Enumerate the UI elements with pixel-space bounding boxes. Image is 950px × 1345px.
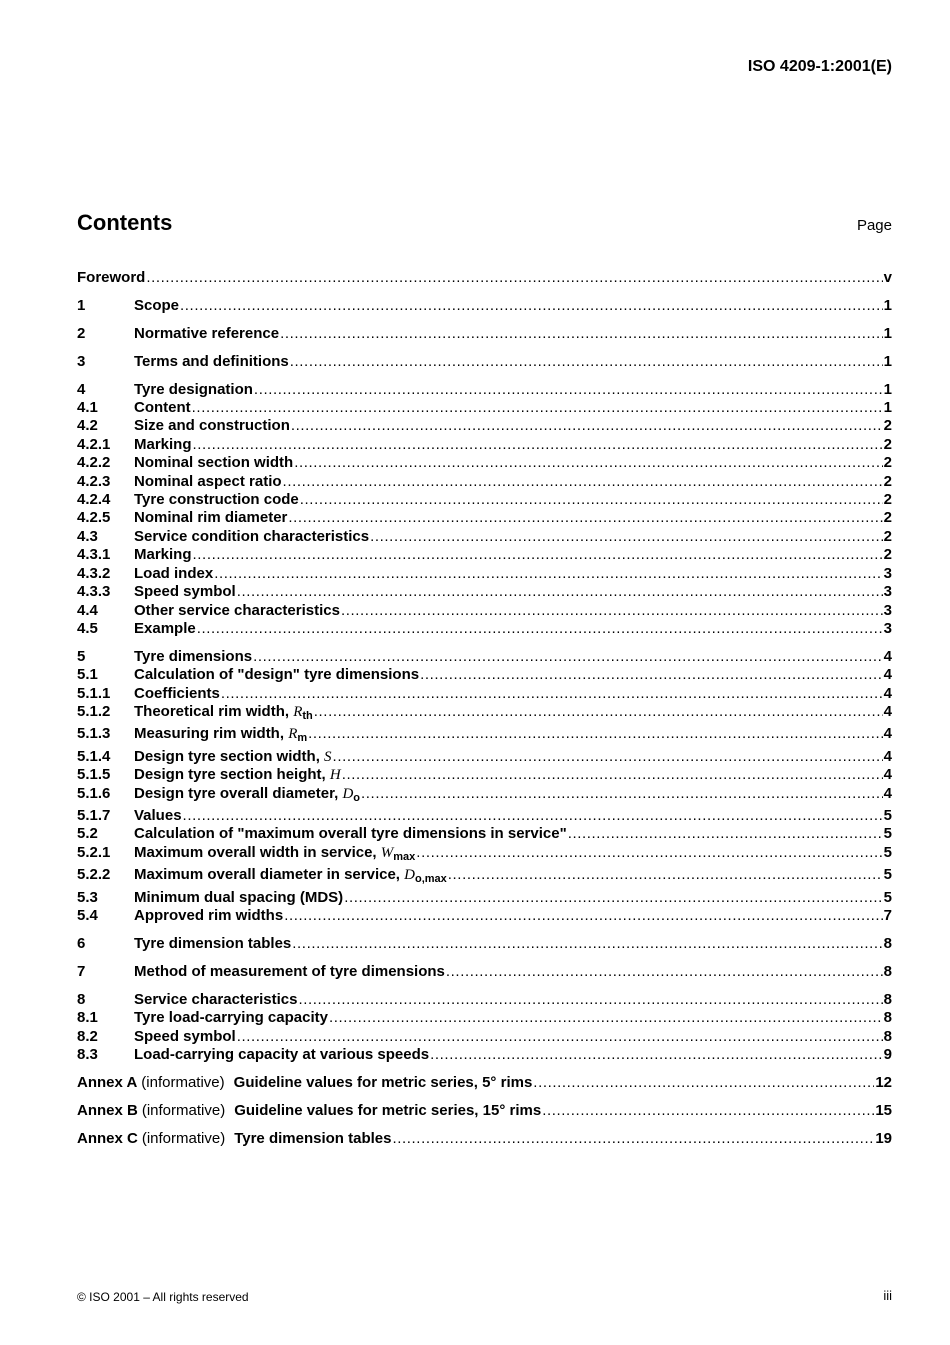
toc-entry-number: 4.2.3 [77,472,111,490]
toc-entry-title-text: Maximum overall diameter in service, [134,866,405,884]
toc-entry-page: v [883,269,892,286]
toc-entry-title [134,454,293,472]
toc-entry[interactable] [77,491,892,509]
toc-entry-number: 5.2.2 [77,866,111,884]
toc-entry[interactable] [77,725,892,747]
toc-entry-symbol: D [404,867,415,884]
toc-entry[interactable] [77,963,892,981]
toc-entry-title-text: Marking [134,546,192,564]
dot-leader [146,269,882,287]
dot-leader [292,935,882,953]
toc-entry-page: 2 [883,454,892,472]
toc-entry-title-text: Load index [134,564,214,582]
toc-entry-title-text: Design tyre overall diameter, [134,784,343,802]
toc-entry-page: 8 [883,962,892,980]
toc-entry-title [134,381,253,399]
annex-label: Annex C [77,1129,138,1147]
toc-entry-page: 2 [883,435,892,453]
toc-entry-title [134,353,289,371]
toc-entry[interactable] [77,825,892,843]
toc-entry-number: 8 [77,990,86,1008]
annex-page: 12 [875,1073,892,1091]
toc-entry[interactable] [77,381,892,399]
toc-entry-page: 1 [883,399,892,417]
toc-entry[interactable] [77,1009,892,1027]
dot-leader [430,1046,883,1064]
toc-entry[interactable] [77,565,892,583]
toc-entry-page: 7 [883,907,892,925]
toc-entry-number: 5.1 [77,666,98,684]
toc-entry-number: 4.3 [77,527,98,545]
toc-entry-symbol-subscript: m [297,732,308,745]
toc-entry[interactable] [77,583,892,601]
toc-entry-title [134,866,447,888]
dot-leader [192,399,883,417]
toc-entry-title-text: Foreword [77,269,146,286]
document-id: ISO 4209-1:2001(E) [747,58,892,75]
dot-leader [329,1009,883,1027]
dot-leader [283,473,883,491]
toc-entry-title [134,963,445,981]
toc-entry-title [134,703,313,725]
toc-entry-title [134,297,179,315]
toc-entry-title [134,1009,328,1027]
toc-entry-number: 4.2.1 [77,435,111,453]
toc-entry-number: 4.4 [77,601,98,619]
toc-entry-title [77,269,145,287]
toc-entry-title [134,725,307,747]
toc-entry-title [134,399,191,417]
annex-title: Guideline values for metric series, 5° rims [233,1073,533,1091]
toc-entry-symbol-subscript: o [353,791,361,804]
toc-entry-title-text: Tyre dimension tables [134,935,292,952]
toc-entry-symbol: W [380,844,394,861]
toc-entry-title [134,935,291,953]
toc-entry[interactable] [77,1028,892,1046]
toc-entry-title [134,546,192,564]
toc-entry-title [134,583,236,601]
dot-leader [341,602,883,620]
dot-leader [308,725,883,743]
toc-entry-page: 8 [883,990,892,1008]
dot-leader [420,666,883,684]
dot-leader [300,491,883,509]
toc-entry-number: 4.3.1 [77,546,111,564]
annex-title: Tyre dimension tables [234,1129,392,1147]
toc-entry-title-text: Service condition characteristics [134,527,370,545]
dot-leader [333,748,883,766]
toc-entry-title-text: Design tyre section width, [134,747,325,765]
toc-entry-symbol: R [293,704,303,721]
toc-entry-symbol-subscript: th [302,710,313,723]
toc-entry-number: 6 [77,935,86,952]
dot-leader [237,1028,883,1046]
annex-title: Guideline values for metric series, 15° rims [234,1101,542,1119]
dot-leader [416,844,882,862]
toc-entry-title [134,648,252,666]
dot-leader [291,417,883,435]
toc-entry-number: 2 [77,324,86,342]
toc-entry-number: 5 [77,647,86,665]
dot-leader [288,509,882,527]
annex-label: Annex A [77,1073,138,1091]
toc-entry-number: 1 [77,296,86,314]
toc-entry-page: 2 [883,472,892,490]
toc-entry-number: 5.1.5 [77,766,111,784]
toc-entry-title [134,825,567,843]
toc-entry-page: 2 [883,509,892,527]
toc-entry-page: 3 [883,564,892,582]
toc-entry-page: 8 [883,1009,892,1027]
dot-leader [298,991,882,1009]
toc-entry-page: 1 [883,380,892,398]
dot-leader [284,907,882,925]
toc-entry-symbol: S [324,748,332,765]
annex-entry[interactable] [77,1130,892,1148]
toc-entry[interactable] [77,785,892,807]
toc-entry[interactable] [77,648,892,666]
annex-kind: (informative) [141,1073,225,1091]
toc-entry-title-text: Tyre load-carrying capacity [134,1009,328,1027]
toc-entry-number: 5.3 [77,888,98,906]
dot-leader [180,297,883,315]
toc-entry[interactable] [77,602,892,620]
toc-entry[interactable] [77,353,892,371]
dot-leader [314,703,883,721]
toc-entry-title-text: Service characteristics [134,990,298,1008]
dot-leader [193,436,883,454]
toc-entry[interactable] [77,509,892,527]
page-title: Contents [77,210,173,235]
toc-entry-title-text: Coefficients [134,684,220,702]
toc-entry-title-text: Tyre dimensions [134,647,253,665]
dot-leader [294,454,882,472]
toc-entry-title-text: Normative reference [134,324,280,342]
toc-entry-title [134,509,287,527]
toc-entry-title [134,565,213,583]
toc-entry-number: 5.2 [77,825,98,843]
toc-entry[interactable] [77,546,892,564]
toc-entry-number: 4.2.4 [77,491,111,509]
toc-entry-title-text: Nominal section width [134,454,294,472]
toc-entry-title-text: Other service characteristics [134,601,340,619]
toc-entry-page: 4 [883,666,892,684]
toc-entry-title-text: Maximum overall width in service, [134,843,381,861]
dot-leader [542,1102,874,1120]
dot-leader [392,1130,874,1148]
toc-entry-page: 9 [883,1046,892,1064]
dot-leader [448,866,883,884]
toc-entry-page: 2 [883,417,892,435]
toc-entry-title [134,844,415,866]
toc-entry[interactable] [77,620,892,638]
toc-entry-number: 4.3.3 [77,583,111,601]
toc-entry-number: 5.1.1 [77,684,111,702]
toc-entry-title [134,748,332,766]
toc-entry[interactable] [77,325,892,343]
toc-entry-title [134,436,192,454]
toc-entry-number: 7 [77,962,86,980]
annex-entry[interactable] [77,1102,892,1120]
toc-entry-title-text: Scope [134,296,180,314]
toc-entry-symbol-subscript: max [393,850,416,863]
toc-entry-page: 5 [883,825,892,843]
toc-entry[interactable] [77,991,892,1009]
toc-entry[interactable] [77,766,892,784]
toc-entry-title [134,417,290,435]
toc-entry-title [134,766,341,784]
dot-leader [446,963,883,981]
dot-leader [254,381,883,399]
toc-entry-symbol: D [342,785,354,802]
toc-entry-page: 4 [883,684,892,702]
dot-leader [221,685,883,703]
toc-entry-page: 1 [883,352,892,370]
toc-entry-title [134,666,419,684]
toc-entry-number: 5.1.6 [77,784,111,802]
page-column-label: Page [856,217,892,234]
toc-entry-title-text: Tyre designation [134,380,253,398]
toc-entry-title-text: Design tyre section height, [134,766,330,784]
toc-entry-number: 4 [77,380,86,398]
dot-leader [214,565,882,583]
dot-leader [183,807,883,825]
toc-entry-title [134,620,196,638]
toc-entry[interactable] [77,866,892,888]
toc-entry-title-text: Minimum dual spacing (MDS) [134,888,344,906]
dot-leader [280,325,883,343]
toc-entry-title [134,473,282,491]
dot-leader [568,825,883,843]
toc-entry[interactable] [77,454,892,472]
toc-entry[interactable] [77,748,892,766]
toc-entry-number: 5.1.7 [77,807,111,825]
toc-entry-symbol: H [329,767,341,784]
toc-entry-number: 5.4 [77,907,98,925]
annex-entry[interactable] [77,1074,892,1092]
toc-entry[interactable] [77,436,892,454]
toc-entry-number: 8.2 [77,1027,98,1045]
toc-entry[interactable] [77,399,892,417]
toc-entry[interactable] [77,703,892,725]
toc-entry-title [134,907,283,925]
toc-entry[interactable] [77,473,892,491]
table-of-contents [77,269,892,1148]
toc-entry-number: 5.2.1 [77,843,111,861]
toc-entry-number: 4.2.2 [77,454,111,472]
annex-kind: (informative) [141,1129,226,1147]
toc-entry-title [134,785,360,807]
toc-entry-title-text: Theoretical rim width, [134,703,294,721]
toc-entry-title-text: Load-carrying capacity at various speeds [134,1046,430,1064]
toc-entry-title [134,807,182,825]
dot-leader [370,528,883,546]
toc-entry-title [134,528,369,546]
toc-entry-title-text: Approved rim widths [134,907,284,925]
toc-entry-title-text: Size and construction [134,417,290,435]
toc-entry-page: 3 [883,619,892,637]
toc-entry-title-text: Values [134,807,182,825]
toc-entry-number: 4.3.2 [77,564,111,582]
toc-entry[interactable] [77,417,892,435]
toc-entry-title-text: Terms and definitions [134,352,289,370]
toc-entry-title [134,991,297,1009]
toc-entry-page: 4 [883,784,892,802]
toc-entry-page: 3 [883,583,892,601]
toc-entry[interactable] [77,935,892,953]
toc-entry-number: 4.2.5 [77,509,111,527]
toc-entry-title-text: Speed symbol [134,583,236,601]
toc-entry-title [134,889,343,907]
toc-entry[interactable] [77,269,892,287]
toc-entry-page: 8 [883,1027,892,1045]
annex-page: 19 [875,1129,892,1147]
toc-entry[interactable] [77,666,892,684]
toc-entry-page: 5 [883,866,892,884]
toc-entry-title [134,325,279,343]
dot-leader [361,785,883,803]
toc-entry-title-text: Speed symbol [134,1027,236,1045]
toc-entry-page: 5 [883,843,892,861]
toc-entry-page: 2 [883,527,892,545]
dot-leader [290,353,883,371]
annex-label: Annex B [77,1101,138,1119]
toc-entry-title-text: Calculation of "design" tyre dimensions [134,666,420,684]
toc-entry[interactable] [77,297,892,315]
toc-entry[interactable] [77,907,892,925]
dot-leader [197,620,883,638]
toc-entry-number: 4.1 [77,399,98,417]
toc-entry-title-text: Calculation of "maximum overall tyre dimensions in service" [134,825,567,843]
toc-entry-number: 3 [77,352,86,370]
dot-leader [344,889,882,907]
copyright-notice: © ISO 2001 – All rights reserved [77,1290,249,1304]
toc-entry-title-text: Marking [134,435,192,453]
toc-entry-page: 2 [883,546,892,564]
dot-leader [253,648,883,666]
toc-entry-title [134,1046,429,1064]
toc-entry-page: 4 [883,647,892,665]
annex-page: 15 [875,1101,892,1119]
toc-entry-symbol: R [288,726,298,743]
toc-entry-title [134,685,220,703]
toc-entry-page: 5 [883,807,892,825]
dot-leader [237,583,883,601]
toc-entry-page: 4 [883,766,892,784]
toc-entry-title-text: Nominal rim diameter [134,509,288,527]
toc-entry-title [134,491,299,509]
toc-entry-number: 8.1 [77,1009,98,1027]
toc-entry-number: 8.3 [77,1046,98,1064]
toc-entry-title-text: Method of measurement of tyre dimensions [134,962,445,980]
dot-leader [533,1074,874,1092]
toc-entry-page: 4 [883,725,892,743]
toc-entry-symbol-subscript: o,max [414,873,447,886]
toc-entry-number: 4.5 [77,619,98,637]
toc-entry-number: 5.1.3 [77,725,111,743]
toc-entry[interactable] [77,844,892,866]
toc-entry-title [134,1028,236,1046]
toc-entry-number: 4.2 [77,417,98,435]
toc-entry-title [134,602,340,620]
annex-kind: (informative) [141,1101,226,1119]
toc-entry-number: 5.1.2 [77,703,111,721]
toc-entry[interactable] [77,807,892,825]
toc-entry-title-text: Content [134,399,191,417]
toc-entry-page: 1 [883,296,892,314]
toc-entry-page: 8 [883,935,892,952]
toc-entry-number: 5.1.4 [77,747,111,765]
toc-entry[interactable] [77,889,892,907]
toc-entry-page: 4 [883,747,892,765]
toc-entry-title-text: Example [134,619,196,637]
toc-entry[interactable] [77,1046,892,1064]
toc-entry-page: 4 [883,703,892,721]
toc-entry-page: 2 [883,491,892,509]
toc-entry[interactable] [77,528,892,546]
page-number: iii [883,1288,892,1303]
dot-leader [193,546,883,564]
toc-entry-page: 1 [883,324,892,342]
toc-entry-title-text: Tyre construction code [134,491,299,509]
toc-entry-title-text: Measuring rim width, [134,725,289,743]
toc-entry-page: 5 [883,888,892,906]
dot-leader [342,766,883,784]
toc-entry-title-text: Nominal aspect ratio [134,472,282,490]
toc-entry[interactable] [77,685,892,703]
toc-entry-page: 3 [883,601,892,619]
